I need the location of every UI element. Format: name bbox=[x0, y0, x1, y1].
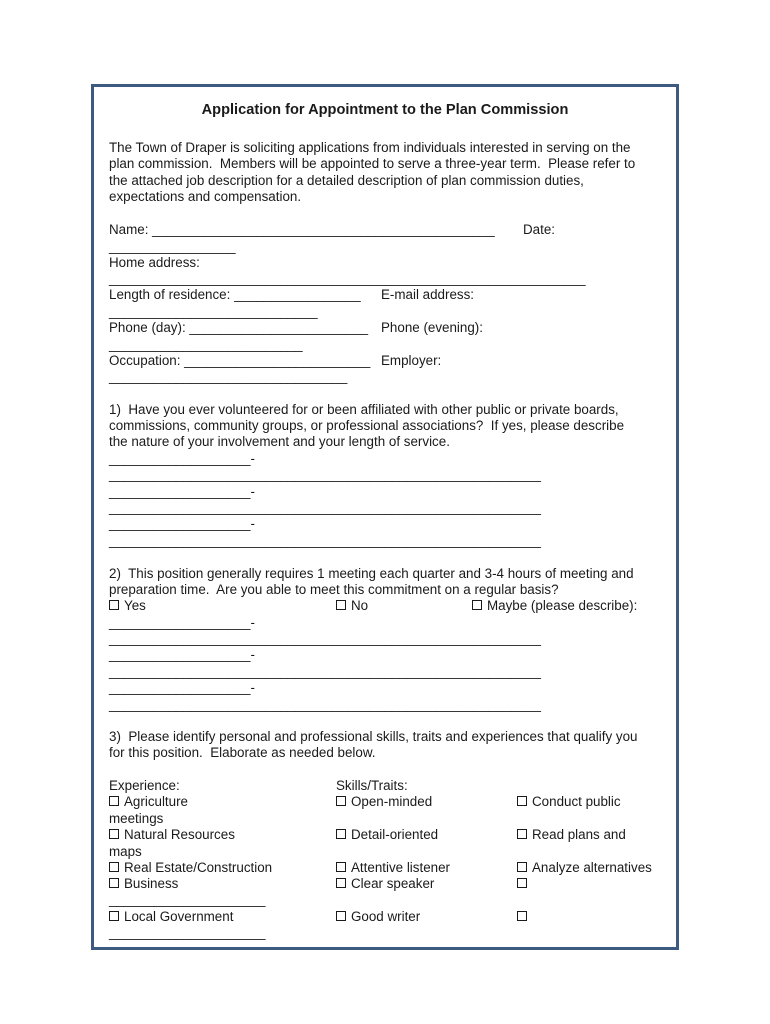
checkbox-icon[interactable] bbox=[517, 911, 527, 921]
intro-line: the attached job description for a detailed description of plan commission duties, bbox=[109, 173, 584, 188]
phone-day-field[interactable]: Phone (day): ________________________ bbox=[109, 320, 369, 335]
checkbox-icon[interactable] bbox=[109, 796, 119, 806]
checkbox-icon[interactable] bbox=[109, 911, 119, 921]
ability-option[interactable] bbox=[517, 909, 532, 925]
intro-line: expectations and compensation. bbox=[109, 189, 302, 204]
checkbox-icon[interactable] bbox=[517, 796, 527, 806]
checkbox-icon[interactable] bbox=[517, 878, 527, 888]
checkbox-icon[interactable] bbox=[109, 829, 119, 839]
ability-option[interactable] bbox=[517, 876, 532, 892]
intro-line: The Town of Draper is soliciting applications from individuals interested in serving on the bbox=[109, 140, 631, 155]
experience-option[interactable] bbox=[109, 909, 233, 925]
answer-line[interactable]: __________________________________________________________ bbox=[109, 664, 541, 679]
option-label: Yes bbox=[124, 598, 146, 613]
name-field[interactable]: Name: ______________________________________________ bbox=[109, 222, 495, 237]
employer-label: Employer: bbox=[381, 353, 442, 368]
answer-line[interactable]: ___________________- bbox=[109, 647, 255, 662]
option-label: Good writer bbox=[351, 909, 421, 924]
option-label: Open-minded bbox=[351, 794, 433, 809]
yes-option[interactable] bbox=[109, 598, 146, 614]
checkbox-icon[interactable] bbox=[336, 862, 346, 872]
option-label: Conduct public bbox=[532, 794, 621, 809]
checkbox-icon[interactable] bbox=[109, 862, 119, 872]
option-label: Attentive listener bbox=[351, 860, 450, 875]
employer-field[interactable]: ________________________________ bbox=[109, 369, 348, 384]
answer-line[interactable]: ___________________- bbox=[109, 516, 255, 531]
date-label: Date: bbox=[523, 222, 556, 237]
option-label: Natural Resources bbox=[124, 827, 235, 842]
checkbox-icon[interactable] bbox=[109, 600, 119, 610]
option-label: Detail-oriented bbox=[351, 827, 439, 842]
answer-line[interactable]: __________________________________________________________ bbox=[109, 467, 541, 482]
skill-option[interactable] bbox=[336, 876, 434, 892]
question-3-text: for this position. Elaborate as needed below. bbox=[109, 745, 376, 760]
option-label: Real Estate/Construction bbox=[124, 860, 273, 875]
answer-line[interactable]: __________________________________________________________ bbox=[109, 631, 541, 646]
checkbox-icon[interactable] bbox=[472, 600, 482, 610]
option-label: Agriculture bbox=[124, 794, 189, 809]
skill-option[interactable] bbox=[336, 860, 450, 876]
experience-heading: Experience: bbox=[109, 778, 180, 793]
checkbox-icon[interactable] bbox=[336, 796, 346, 806]
phone-evening-field[interactable]: __________________________ bbox=[109, 337, 303, 352]
checkbox-icon[interactable] bbox=[336, 911, 346, 921]
checkbox-icon[interactable] bbox=[336, 878, 346, 888]
answer-line[interactable]: __________________________________________________________ bbox=[109, 697, 541, 712]
answer-line[interactable]: ___________________- bbox=[109, 451, 255, 466]
ability-option[interactable] bbox=[517, 827, 626, 843]
experience-option[interactable] bbox=[109, 876, 178, 892]
page-title: Application for Appointment to the Plan Commission bbox=[201, 102, 569, 118]
option-label: Local Government bbox=[124, 909, 234, 924]
option-label: Analyze alternatives bbox=[532, 860, 652, 875]
email-label: E-mail address: bbox=[381, 287, 475, 302]
option-label: Clear speaker bbox=[351, 876, 435, 891]
question-1-text: 1) Have you ever volunteered for or been affiliated with other public or private boards, bbox=[109, 402, 619, 417]
experience-option[interactable] bbox=[109, 860, 272, 876]
answer-line[interactable]: ___________________- bbox=[109, 615, 255, 630]
answer-line[interactable]: __________________________________________________________ bbox=[109, 533, 541, 548]
answer-line[interactable]: ___________________- bbox=[109, 484, 255, 499]
email-field[interactable]: ____________________________ bbox=[109, 304, 318, 319]
option-label: Business bbox=[124, 876, 179, 891]
length-of-residence-field[interactable]: Length of residence: _________________ bbox=[109, 287, 361, 302]
question-2-text: 2) This position generally requires 1 meeting each quarter and 3-4 hours of meeting and bbox=[109, 566, 634, 581]
skill-option[interactable] bbox=[336, 794, 432, 810]
question-1-text: the nature of your involvement and your length of service. bbox=[109, 434, 450, 449]
experience-option[interactable] bbox=[109, 794, 188, 810]
answer-line[interactable]: ___________________- bbox=[109, 680, 255, 695]
option-label: Read plans and bbox=[532, 827, 626, 842]
blank-line[interactable]: _____________________ bbox=[109, 892, 266, 907]
home-address-label: Home address: bbox=[109, 255, 200, 270]
maybe-option[interactable] bbox=[472, 598, 637, 614]
skill-option[interactable] bbox=[336, 827, 438, 843]
experience-option[interactable] bbox=[109, 827, 235, 843]
option-wrap-text: maps bbox=[109, 844, 142, 859]
checkbox-icon[interactable] bbox=[517, 829, 527, 839]
home-address-field[interactable]: ________________________________________________________________ bbox=[109, 271, 586, 286]
question-1-text: commissions, community groups, or professional associations? If yes, please describe bbox=[109, 418, 625, 433]
occupation-field[interactable]: Occupation: _________________________ bbox=[109, 353, 371, 368]
checkbox-icon[interactable] bbox=[517, 862, 527, 872]
option-label: No bbox=[351, 598, 369, 613]
option-wrap-text: meetings bbox=[109, 811, 164, 826]
phone-evening-label: Phone (evening): bbox=[381, 320, 483, 335]
option-label: Maybe (please describe): bbox=[487, 598, 638, 613]
no-option[interactable] bbox=[336, 598, 368, 614]
intro-line: plan commission. Members will be appointed to serve a three-year term. Please refer to bbox=[109, 156, 636, 171]
question-3-text: 3) Please identify personal and professional skills, traits and experiences that qualify you bbox=[109, 729, 638, 744]
question-2-text: preparation time. Are you able to meet this commitment on a regular basis? bbox=[109, 582, 559, 597]
checkbox-icon[interactable] bbox=[336, 600, 346, 610]
ability-option[interactable] bbox=[517, 860, 652, 876]
checkbox-icon[interactable] bbox=[336, 829, 346, 839]
checkbox-icon[interactable] bbox=[109, 878, 119, 888]
skills-heading: Skills/Traits: bbox=[336, 778, 408, 793]
skill-option[interactable] bbox=[336, 909, 420, 925]
date-field[interactable]: _________________ bbox=[109, 239, 236, 254]
ability-option[interactable] bbox=[517, 794, 621, 810]
blank-line[interactable]: _____________________ bbox=[109, 925, 266, 940]
answer-line[interactable]: __________________________________________________________ bbox=[109, 500, 541, 515]
